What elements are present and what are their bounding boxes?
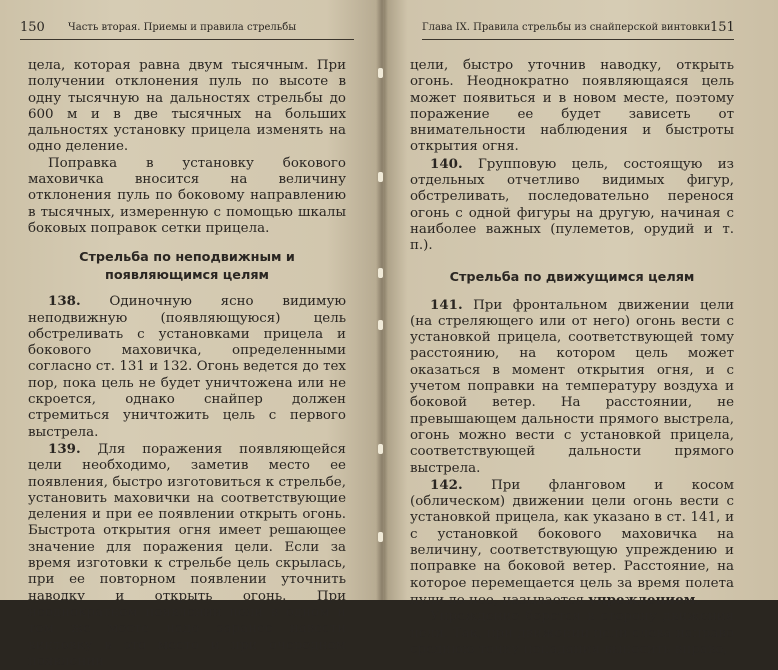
binding-stitch <box>378 172 383 182</box>
binding-stitch <box>378 444 383 454</box>
article-number: 140. <box>430 155 463 172</box>
article-number: 141. <box>430 296 463 313</box>
running-head-left: Часть вторая. Приемы и правила стрельбы <box>68 22 297 33</box>
left-text-block <box>28 58 346 670</box>
right-text-block <box>410 58 734 658</box>
binding-stitch <box>378 532 383 542</box>
paragraph-lead-direction: Упреждение берется в сторону движения цели. Так, при движении цели слева направо среднюю точку попадания выносить вправо, <box>410 609 734 657</box>
page-number-right: 151 <box>710 20 735 35</box>
term-lead: упреждением. <box>588 591 701 608</box>
section-heading-moving: Стрельба по движущимся целям <box>449 269 695 285</box>
article-number: 138. <box>48 293 81 310</box>
paragraph-140: 140. Групповую цель, состоящую из отдельных отчетливо видимых фигур, обстреливать, последовательно перенося огонь с одной фигуры на другую, начиная с наиболее важных (пулеметов, орудий и т. п.). <box>410 155 734 254</box>
book-gutter <box>376 0 388 600</box>
paragraph-continuation: цели, быстро уточнив наводку, открыть огонь. Неоднократно появляющаяся цель может появиться и в новом месте, поэтому поражение ее будет зависеть от внимательности наблюдения и быстроты открытия огня. <box>410 58 734 155</box>
right-page <box>384 0 778 657</box>
binding-stitch <box>378 320 383 330</box>
binding-stitch <box>378 268 383 278</box>
article-number: 142. <box>430 476 463 493</box>
running-head-right: Глава IX. Правила стрельбы из снайперской винтовки <box>422 22 711 33</box>
section-heading-stationary: Стрельба по неподвижным и появляющимся целям <box>79 250 295 284</box>
article-number: 139. <box>48 440 81 457</box>
page-number-left: 150 <box>20 20 45 35</box>
paragraph-139: 139. Для поражения появляющейся цели необходимо, заметив место ее появления, быстро изготовиться к стрельбе, установить маховички на соответствующие деления и при ее появлении открыть огонь. Быстрота открытия огня имеет решающее значение для поражения цели. Если за время изготовки к стрельбе цель скрылась, при ее повторном появлении уточнить наводку и открыть огонь. При неоднократном появлении цели в одном и том же месте надо заранее навести винтовку в это место и при очередном появлении <box>28 440 346 669</box>
left-page <box>0 0 384 669</box>
header-rule-left <box>20 39 354 40</box>
binding-stitch <box>378 68 383 78</box>
paragraph-142: 142. При фланговом и косом (облическом) движении цели огонь вести с установкой прицела, как указано в ст. 141, и с установкой бокового маховичка на величину, соответствующую упреждению и поправке на боковой ветер. Расстояние, на которое перемещается цель за время полета пули до нее, называется упреждением. <box>410 476 734 608</box>
paragraph-141: 141. При фронтальном движении цели (на стреляющего или от него) огонь вести с установкой прицела, соответствующей тому расстоянию, на котором цель может оказаться в момент открытия огня, и с учетом поправки на температуру воздуха и боковой ветер. На расстоянии, не превышающем дальности прямого выстрела, огонь можно вести с установкой прицела, соответствующей дальности прямого выстрела. <box>410 296 734 476</box>
paragraph-side-correction: Поправка в установку бокового маховичка вносится на величину отклонения пуль по боковому направлению в тысячных, измеренную с помощью шкалы боковых поправок сетки прицела. <box>28 155 346 236</box>
header-rule-right <box>422 39 734 40</box>
paragraph-138: 138. Одиночную ясно видимую неподвижную (появляющуюся) цель обстреливать с установками прицела и бокового маховичка, определенными согласно ст. 131 и 132. Огонь ведется до тех пор, пока цель не будет уничтожена или не скроется, однако снайпер должен стремиться уничтожить цель с первого выстрела. <box>28 293 346 440</box>
paragraph-continuation: цела, которая равна двум тысячным. При получении отклонения пуль по высоте в одну тысячную на дальностях стрельбы до 600 м и в две тысячных на больших дальностях установку прицела изменять на одно деление. <box>28 58 346 155</box>
